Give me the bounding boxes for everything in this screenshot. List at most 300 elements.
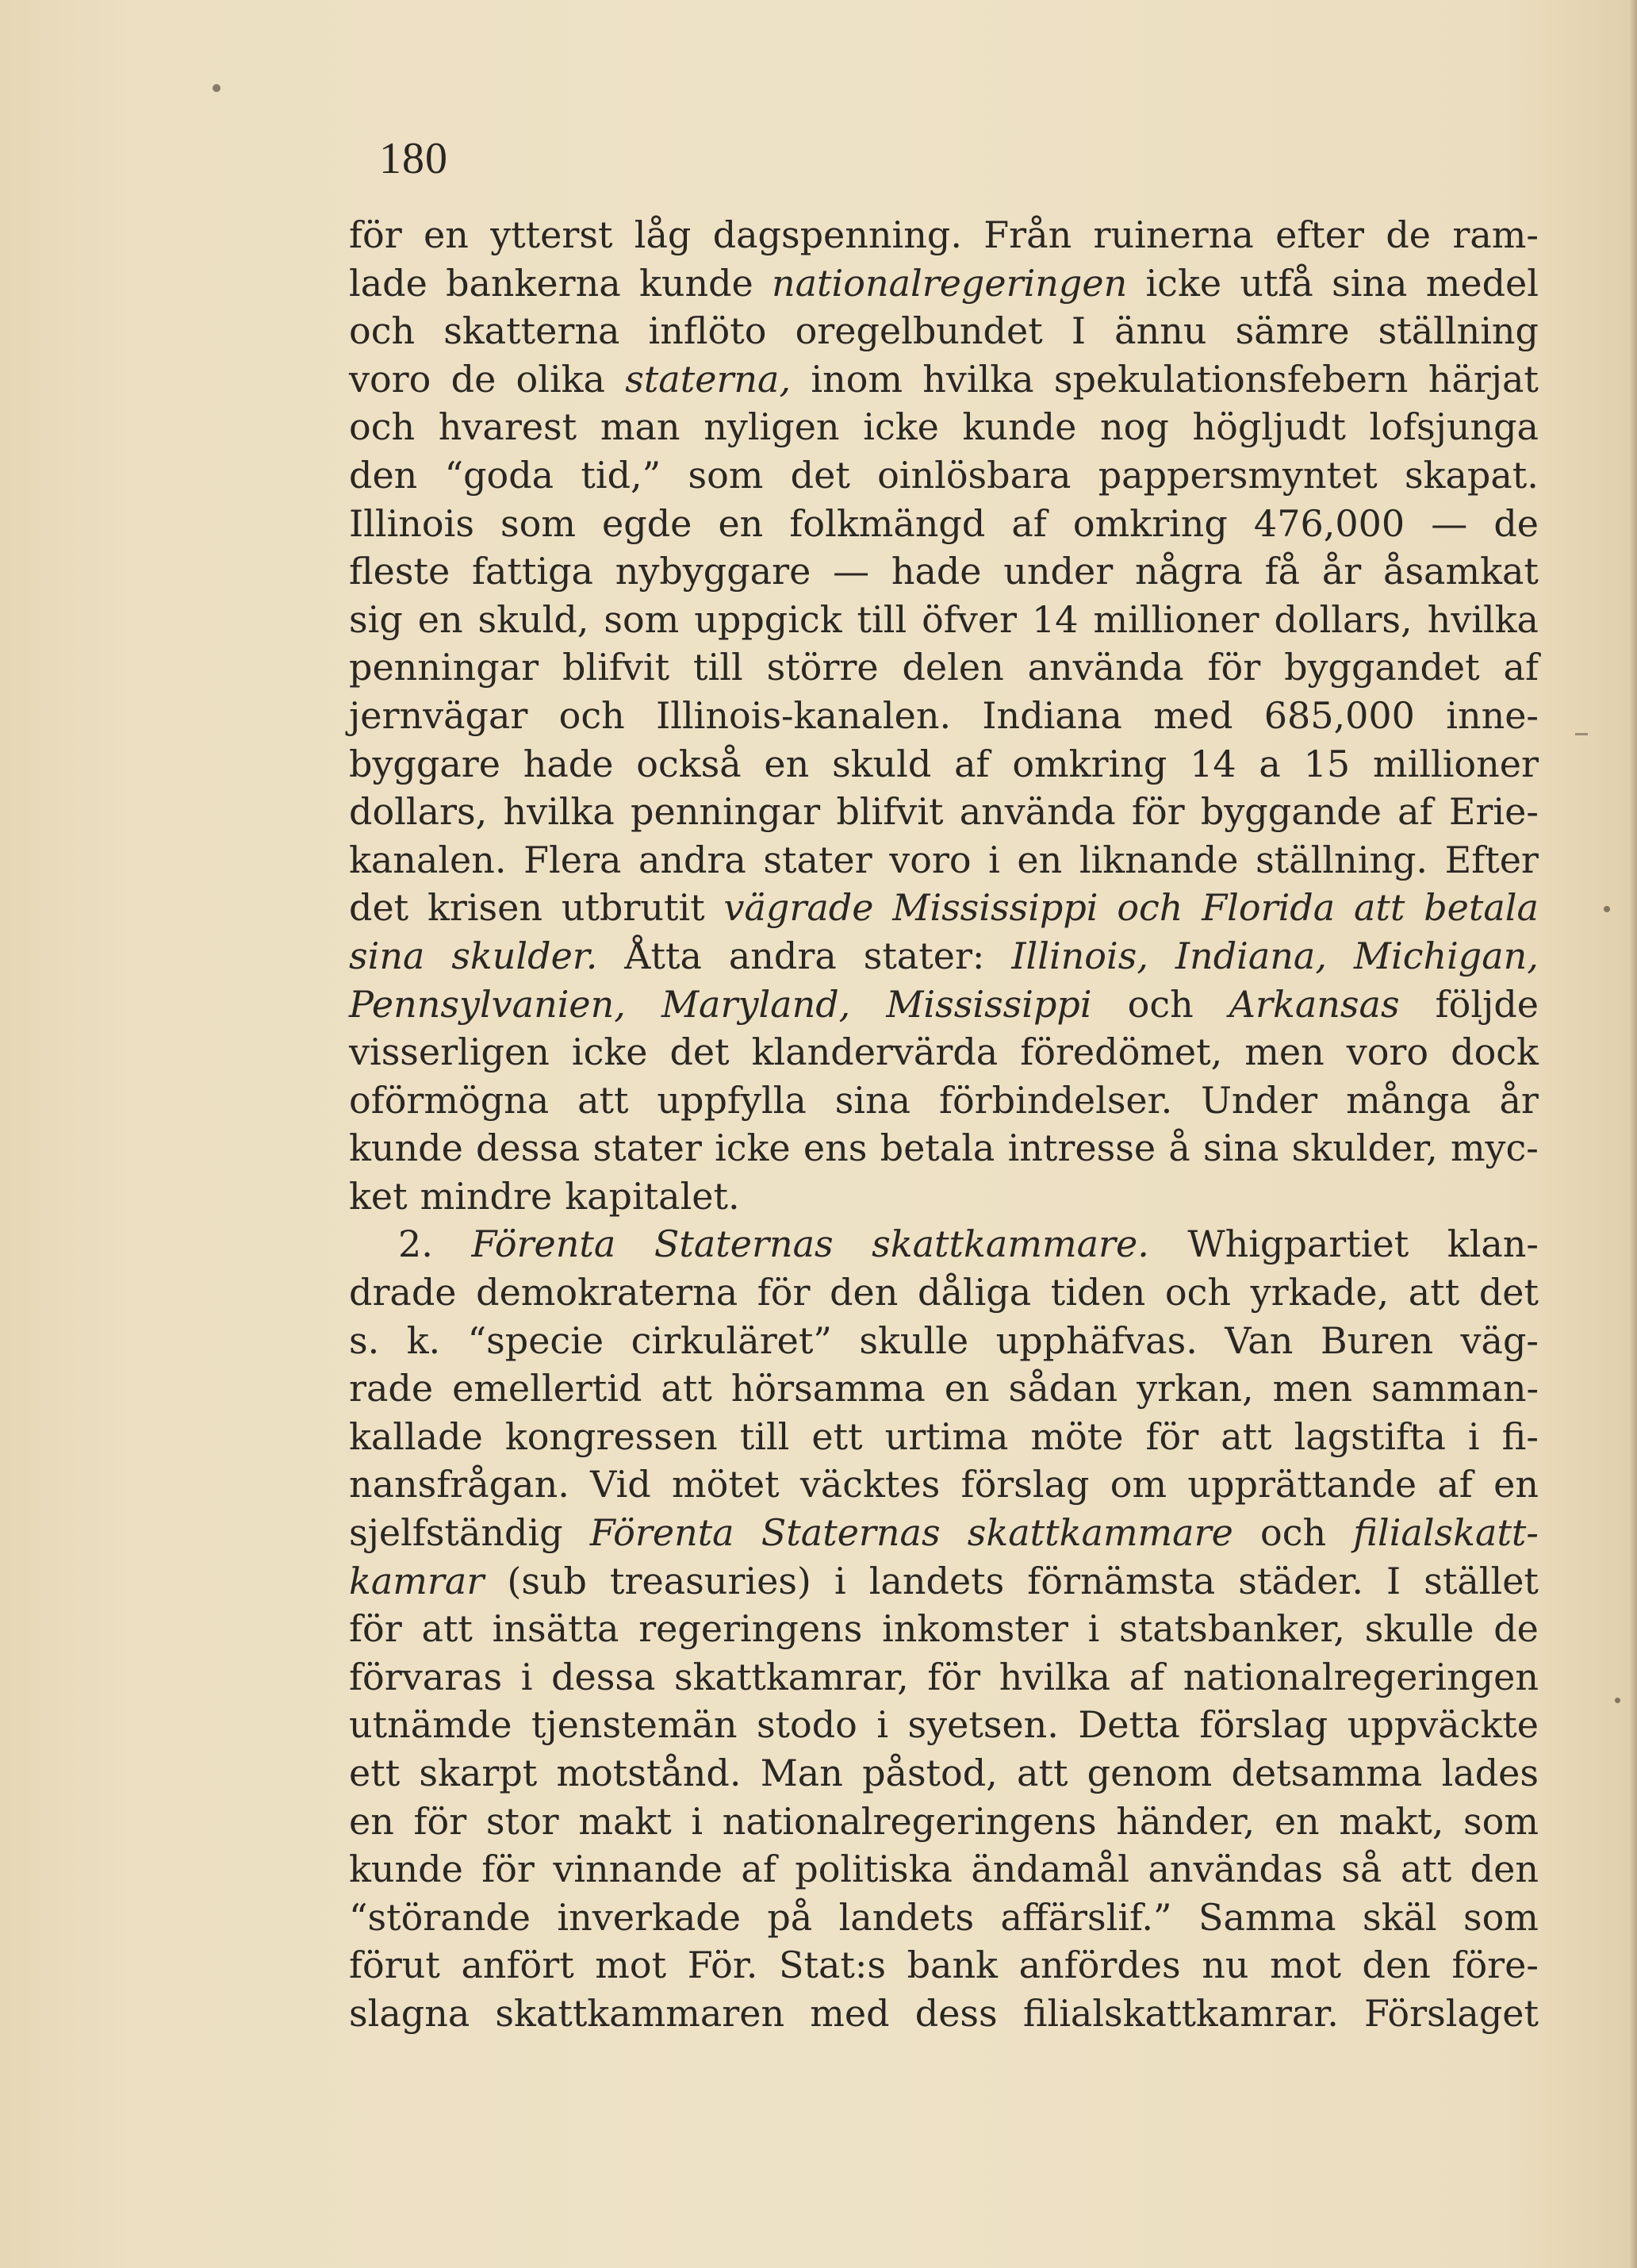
ink-speck [213,84,220,92]
text-line [349,932,1539,980]
word: penningar [631,790,821,834]
word: Förenta [471,1222,616,1266]
word: af [1397,790,1433,834]
word: affärslif.” [1000,1895,1172,1939]
word: förnämsta [1027,1559,1216,1602]
word: dagspenning. [712,213,962,256]
word: den [830,1271,899,1314]
word: och [1127,982,1194,1026]
word: I [1071,309,1087,353]
word: som [1463,1799,1539,1843]
word: (sub [507,1559,587,1602]
word: att [661,1367,712,1410]
word: stället [1424,1559,1539,1602]
word: den [1362,1944,1431,1987]
text-line [349,1845,1539,1894]
word: ännu [1114,309,1207,353]
word: utbrutit [561,886,705,930]
word: inkomster [882,1607,1068,1651]
text-line [349,1653,1539,1702]
word: — [833,550,870,593]
text-line [349,1220,1539,1268]
word: till [693,646,743,689]
word: “specie [467,1318,604,1362]
word: städer. [1238,1559,1363,1602]
word: ändamål [971,1848,1130,1891]
page-number: 180 [379,134,448,183]
word: myc- [1450,1126,1539,1170]
word: möte [1030,1414,1124,1458]
word: skulle [859,1318,969,1362]
word: skattkammare [967,1511,1233,1555]
word: Illinois [349,501,474,545]
word: anfördes [1018,1944,1181,1987]
word: andra [728,934,837,977]
text-line [349,836,1539,885]
word: cirkuläret” [631,1318,832,1362]
word: Maryland, [661,982,851,1026]
word: a [1259,742,1281,785]
word: tjenstemän [531,1703,738,1747]
word: intresse [1007,1126,1156,1170]
word: voro [1346,1030,1429,1074]
word: Flera [523,838,622,881]
word: före- [1451,1944,1539,1987]
word: pappersmyntet [1098,453,1378,497]
word: en [1493,1463,1539,1506]
word: stater: [863,934,985,977]
text-line [349,355,1539,404]
word: vägrade [723,886,874,930]
word: en [349,1799,394,1843]
word: låg [634,213,692,256]
word: 14 [1031,597,1079,641]
word: härjat [1428,357,1539,401]
word: så [1341,1848,1382,1891]
word: också [636,742,742,785]
word: ruinerna [1093,213,1254,256]
word: inflöto [648,309,767,353]
word: olika [516,357,605,401]
word: staterna, [625,357,792,401]
word: Förslaget [1364,1991,1539,2035]
word: i [520,1655,533,1698]
word: 685,000 [1263,693,1415,737]
word: några [1134,550,1243,593]
word: uppväckte [1347,1703,1539,1747]
word: nansfrågan. [349,1463,569,1506]
word: s. [349,1318,380,1362]
word: folkmängd [789,501,986,545]
word: öfver [922,597,1018,641]
word: detsamma [1231,1752,1423,1794]
word: skuld [832,742,932,785]
word: sina [1332,261,1408,305]
word: som [604,597,680,641]
text-line [349,500,1539,548]
word: lades [1441,1752,1539,1794]
word: oförmögna [349,1078,550,1122]
word: treasuries) [610,1559,811,1602]
word: skattkammare. [872,1222,1149,1266]
word: använda [959,790,1116,834]
word: af [1129,1655,1165,1698]
word: påstod, [862,1752,998,1794]
word: icke [863,405,939,449]
word: millioner [1372,742,1539,785]
word: icke [1145,261,1222,305]
word: mindre [420,1174,553,1218]
word: utfå [1240,261,1313,305]
word: Vid [590,1463,651,1506]
word: omkring [1072,501,1228,545]
word: större [766,646,879,689]
word: Indiana [982,693,1122,737]
word: landets [868,1559,1005,1602]
word: bank [907,1944,998,1987]
word: kunde [349,1848,463,1891]
word: nationalregeringen [1183,1655,1539,1698]
word: byggandet [1284,646,1480,689]
word: skulder, [1291,1126,1438,1170]
word: som [500,501,576,545]
word: fleste [349,550,450,593]
word: de [1386,213,1432,256]
ink-speck [1604,906,1610,912]
word: hvarest [438,405,577,449]
text-line [349,980,1539,1029]
word: samman- [1371,1367,1539,1410]
word: oregelbundet [795,309,1043,353]
word: stodo [756,1703,857,1747]
word: af [954,742,990,785]
word: yrkade, [1250,1271,1390,1314]
word: upphäfvas. [995,1318,1198,1362]
word: 476,000 [1253,501,1405,545]
word: för [1145,1414,1199,1458]
word: politiska [795,1848,953,1891]
word: kallade [349,1414,483,1458]
word: att [1221,1414,1272,1458]
word: användas [1148,1848,1324,1891]
word: för [481,1848,535,1891]
text-line [349,1894,1539,1942]
word: I [1386,1559,1401,1602]
word: demokraterna [476,1271,738,1314]
word: förvaras [349,1655,503,1698]
word: inne- [1446,693,1539,737]
word: som [1463,1895,1539,1939]
word: insätta [492,1607,619,1651]
word: Buren [1320,1318,1434,1362]
word: i [876,1703,889,1747]
word: ett [349,1752,401,1794]
word: Stat:s [778,1944,886,1987]
word: de [450,357,496,401]
word: och [349,405,416,449]
word: att [1017,1752,1068,1794]
word: kanalen. [349,838,507,881]
word: förbindelser. [938,1078,1173,1122]
word: kunde [962,405,1077,449]
word: i [1467,1414,1480,1458]
text-line [349,1364,1539,1413]
word: för [757,1271,811,1314]
word: att [1408,1271,1460,1314]
word: betala [1424,886,1539,930]
word: kunde [638,261,753,305]
word: en [417,597,463,641]
text-line [349,1413,1539,1461]
text-line [349,788,1539,836]
word: stor [485,1799,559,1843]
text-line [349,1749,1539,1798]
word: Mississippi [886,982,1092,1026]
word: det [1478,1271,1539,1314]
word: mot [595,1944,667,1987]
word: mot [1270,1944,1341,1987]
word: föredömet, [1020,1030,1223,1074]
word: omkring [1012,742,1167,785]
word: kongressen [504,1414,718,1458]
word: Indiana, [1175,934,1327,977]
word: ket [349,1174,408,1218]
word: för [927,1655,981,1698]
word: millioner [1093,597,1259,641]
word: klandervärda [751,1030,999,1074]
word: Whigpartiet [1187,1222,1409,1266]
word: dess [914,1991,998,2035]
word: egde [602,501,692,545]
text-line [349,307,1539,355]
word: landets [838,1895,975,1939]
word: nationalregeringens [722,1799,1097,1843]
word: den [349,453,418,497]
word: en [718,501,764,545]
word: sådan [1008,1367,1118,1410]
word: medel [1425,261,1539,305]
word: det [349,886,409,930]
word: med [810,1991,890,2035]
text-line [349,1268,1539,1317]
word: en [1017,838,1063,881]
word: ytterst [490,213,613,256]
word: att [577,1078,629,1122]
text-line [349,403,1539,451]
word: i [834,1559,846,1602]
word: bankerna [446,261,621,305]
word: hvilka [922,357,1034,401]
word: till [739,1414,790,1458]
text-line [349,1557,1539,1606]
word: under [1003,550,1114,593]
word: händer, [1116,1799,1256,1843]
word: lofsjunga [1369,405,1539,449]
word: åsamkat [1383,550,1539,593]
word: sina [1203,1126,1279,1170]
word: att [1353,886,1405,930]
word: fi- [1501,1414,1539,1458]
word: mötet [672,1463,780,1506]
word: Van [1225,1318,1294,1362]
word: dock [1451,1030,1539,1074]
word: delen [902,646,1004,689]
word: blifvit [836,790,944,834]
text-line [349,1028,1539,1076]
text-line [349,643,1539,692]
word: betala [880,1126,995,1170]
text-line [349,1076,1539,1125]
word: Mississippi [892,886,1098,930]
word: en [764,742,810,785]
word: Förenta [589,1511,734,1555]
word: skäl [1362,1895,1437,1939]
word: för [413,1799,467,1843]
text-line [349,451,1539,500]
word: rade [349,1367,434,1410]
word: visserligen [349,1030,550,1074]
word: Illinois-kanalen. [656,693,952,737]
word: det [790,453,850,497]
word: blifvit [562,646,670,689]
word: och [1260,1511,1327,1555]
word: af [1503,646,1539,689]
word: Pennsylvanien, [349,982,626,1026]
word: hörsamma [730,1367,926,1410]
word: man [600,405,680,449]
word: i [691,1799,703,1843]
margin-mark [1575,733,1588,735]
word: anfört [461,1944,574,1987]
word: kamrar [349,1559,485,1602]
word: lagstifta [1294,1414,1446,1458]
word: k. [406,1318,441,1362]
word: förslag [1199,1703,1328,1747]
word: skuld, [477,597,589,641]
word: använda [1027,646,1184,689]
word: voro [889,838,972,881]
word: få [1264,550,1301,593]
word: nog [1100,405,1169,449]
word: uppfylla [657,1078,807,1122]
word: för [1207,646,1261,689]
word: som [688,453,764,497]
word: liknande [1079,838,1239,881]
word: dessa [551,1655,656,1698]
word: 15 [1303,742,1351,785]
word: lade [349,261,427,305]
word: voro [349,357,431,401]
word: år [1321,550,1362,593]
word: ställning [1378,309,1539,353]
word: byggare [349,742,500,785]
word: filialskatt- [1353,1511,1539,1555]
word: det [669,1030,730,1074]
word: motstånd. [556,1752,742,1794]
word: syetsen. [907,1703,1059,1747]
word: att [1400,1848,1452,1891]
word: 14 [1190,742,1236,785]
word: dollars, [1274,597,1413,641]
word: utnämde [349,1703,512,1747]
word: med [1153,693,1233,737]
word: Under [1201,1078,1318,1122]
word: urtima [884,1414,1009,1458]
text-line [349,1460,1539,1509]
word: Från [983,213,1072,256]
word: icke [715,1126,791,1170]
word: i [988,838,1000,881]
word: och [558,693,625,737]
word: Man [760,1752,843,1794]
word: skarpt [419,1752,538,1794]
word: skulder. [451,934,598,977]
word: skattkammaren [495,1991,785,2035]
word: Illinois, [1011,934,1148,977]
word: tiden [1050,1271,1146,1314]
word: “störande [349,1895,531,1939]
body-text [349,211,1539,2038]
word: hvilka [1427,597,1539,641]
word: om [1110,1463,1167,1506]
word: att [421,1607,473,1651]
text-line [349,1798,1539,1846]
word: 2. [398,1222,433,1266]
text-line [349,1172,1539,1221]
word: upprättande [1187,1463,1417,1506]
word: en [1274,1799,1320,1843]
text-line [349,1317,1539,1365]
word: för [349,1607,402,1651]
word: hade [891,550,982,593]
word: nyligen [703,405,840,449]
text-line [349,1941,1539,1990]
word: sig [349,597,403,641]
word: Åtta [624,934,702,977]
word: spekulationsfebern [1053,357,1409,401]
text-line [349,1990,1539,2038]
word: tid,” [581,453,661,497]
word: nu [1202,1944,1249,1987]
word: icke [571,1030,648,1074]
word: “goda [444,453,554,497]
word: de [1493,1607,1539,1651]
text-line [349,1509,1539,1557]
word: hvilka [503,790,615,834]
word: sämre [1235,309,1350,353]
word: yrkan, [1137,1367,1254,1410]
word: på [767,1895,813,1939]
word: men [1272,1367,1353,1410]
word: Michigan, [1353,934,1539,977]
word: ram- [1452,213,1539,256]
word: en [424,213,469,256]
word: Florida [1202,886,1336,930]
word: oinlösbara [877,453,1072,497]
word: och [349,309,416,353]
word: väg- [1460,1318,1539,1362]
word: af [741,1848,776,1891]
word: kapitalet. [565,1174,740,1218]
word: för [349,213,402,256]
word: regeringens [638,1607,863,1651]
word: men [1244,1030,1325,1074]
text-line [349,692,1539,740]
text-line [349,1124,1539,1172]
word: hade [523,742,614,785]
word: och [1164,1271,1231,1314]
word: inverkade [557,1895,741,1939]
